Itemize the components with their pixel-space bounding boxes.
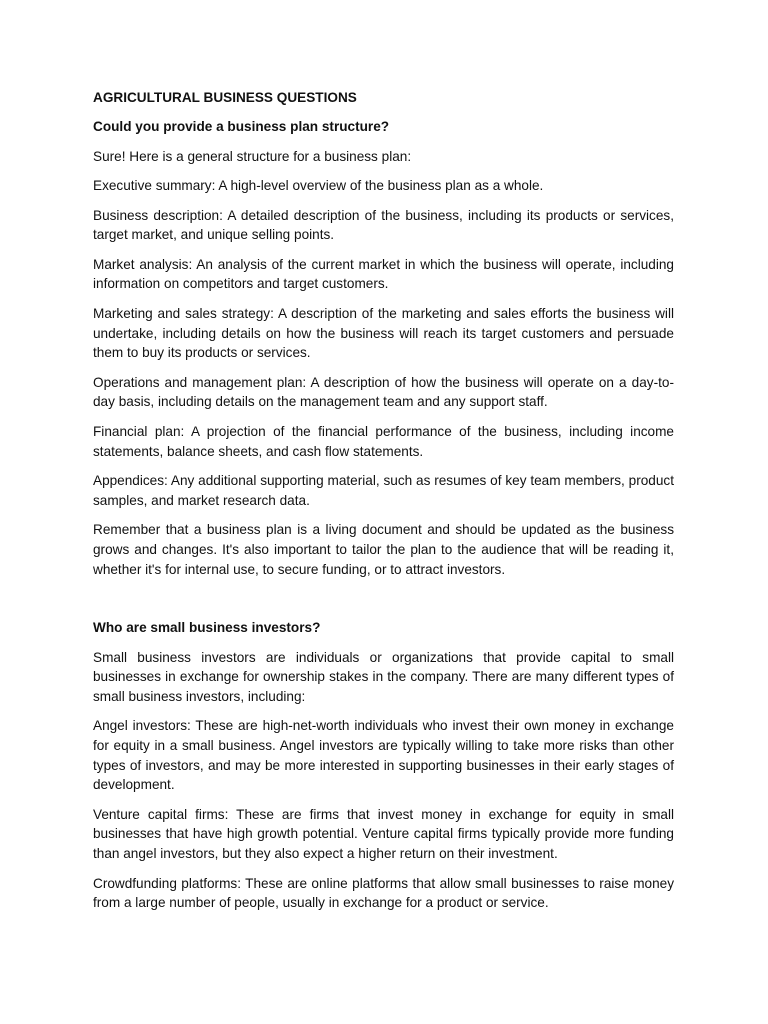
paragraph: Small business investors are individuals or organizations that provide capital to small businesses in exchange for ownership stakes in the company. There are many different types of small business investors, including: bbox=[93, 649, 674, 704]
paragraph: Marketing and sales strategy: A description of the marketing and sales efforts the business will undertake, including details on how the business will reach its target customers and persuade them to buy its products or services. bbox=[93, 306, 674, 361]
paragraph: Executive summary: A high-level overview of the business plan as a whole. bbox=[93, 178, 544, 194]
section-question-2: Who are small business investors? bbox=[93, 620, 321, 636]
paragraph: Operations and management plan: A description of how the business will operate on a day-to-day basis, including details on the management team and any support staff. bbox=[93, 374, 674, 410]
paragraph: Venture capital firms: These are firms that invest money in exchange for equity in small businesses that have high growth potential. Venture capital firms typically provide more funding than angel investors, but they also expect a higher return on their investment. bbox=[93, 806, 674, 862]
paragraph: Crowdfunding platforms: These are online platforms that allow small businesses to raise money from a large number of people, usually in exchange for a product or service. bbox=[93, 875, 674, 911]
section-question-1: Could you provide a business plan structure? bbox=[93, 119, 390, 134]
paragraph: Remember that a business plan is a living document and should be updated as the business grows and changes. It's also important to tailor the plan to the audience that will be reading it, whether it's for internal use, to secure funding, or to attract investors. bbox=[93, 522, 674, 577]
paragraph: Business description: A detailed description of the business, including its products or services, target market, and unique selling points. bbox=[93, 207, 674, 243]
section-spacer bbox=[93, 589, 674, 618]
paragraph: Market analysis: An analysis of the current market in which the business will operate, including information on competitors and target customers. bbox=[93, 256, 674, 292]
paragraph: Appendices: Any additional supporting material, such as resumes of key team members, product samples, and market research data. bbox=[93, 473, 674, 508]
document-title: AGRICULTURAL BUSINESS QUESTIONS bbox=[93, 90, 357, 105]
document-page bbox=[93, 88, 674, 923]
paragraph: Financial plan: A projection of the financial performance of the business, including income statements, balance sheets, and cash flow statements. bbox=[93, 424, 674, 459]
paragraph: Sure! Here is a general structure for a business plan: bbox=[93, 148, 412, 164]
paragraph: Angel investors: These are high-net-worth individuals who invest their own money in exchange for equity in a small business. Angel investors are typically willing to take more risks than other types of investors, and may be more interested in supporting businesses in their early stages of development. bbox=[93, 718, 674, 793]
